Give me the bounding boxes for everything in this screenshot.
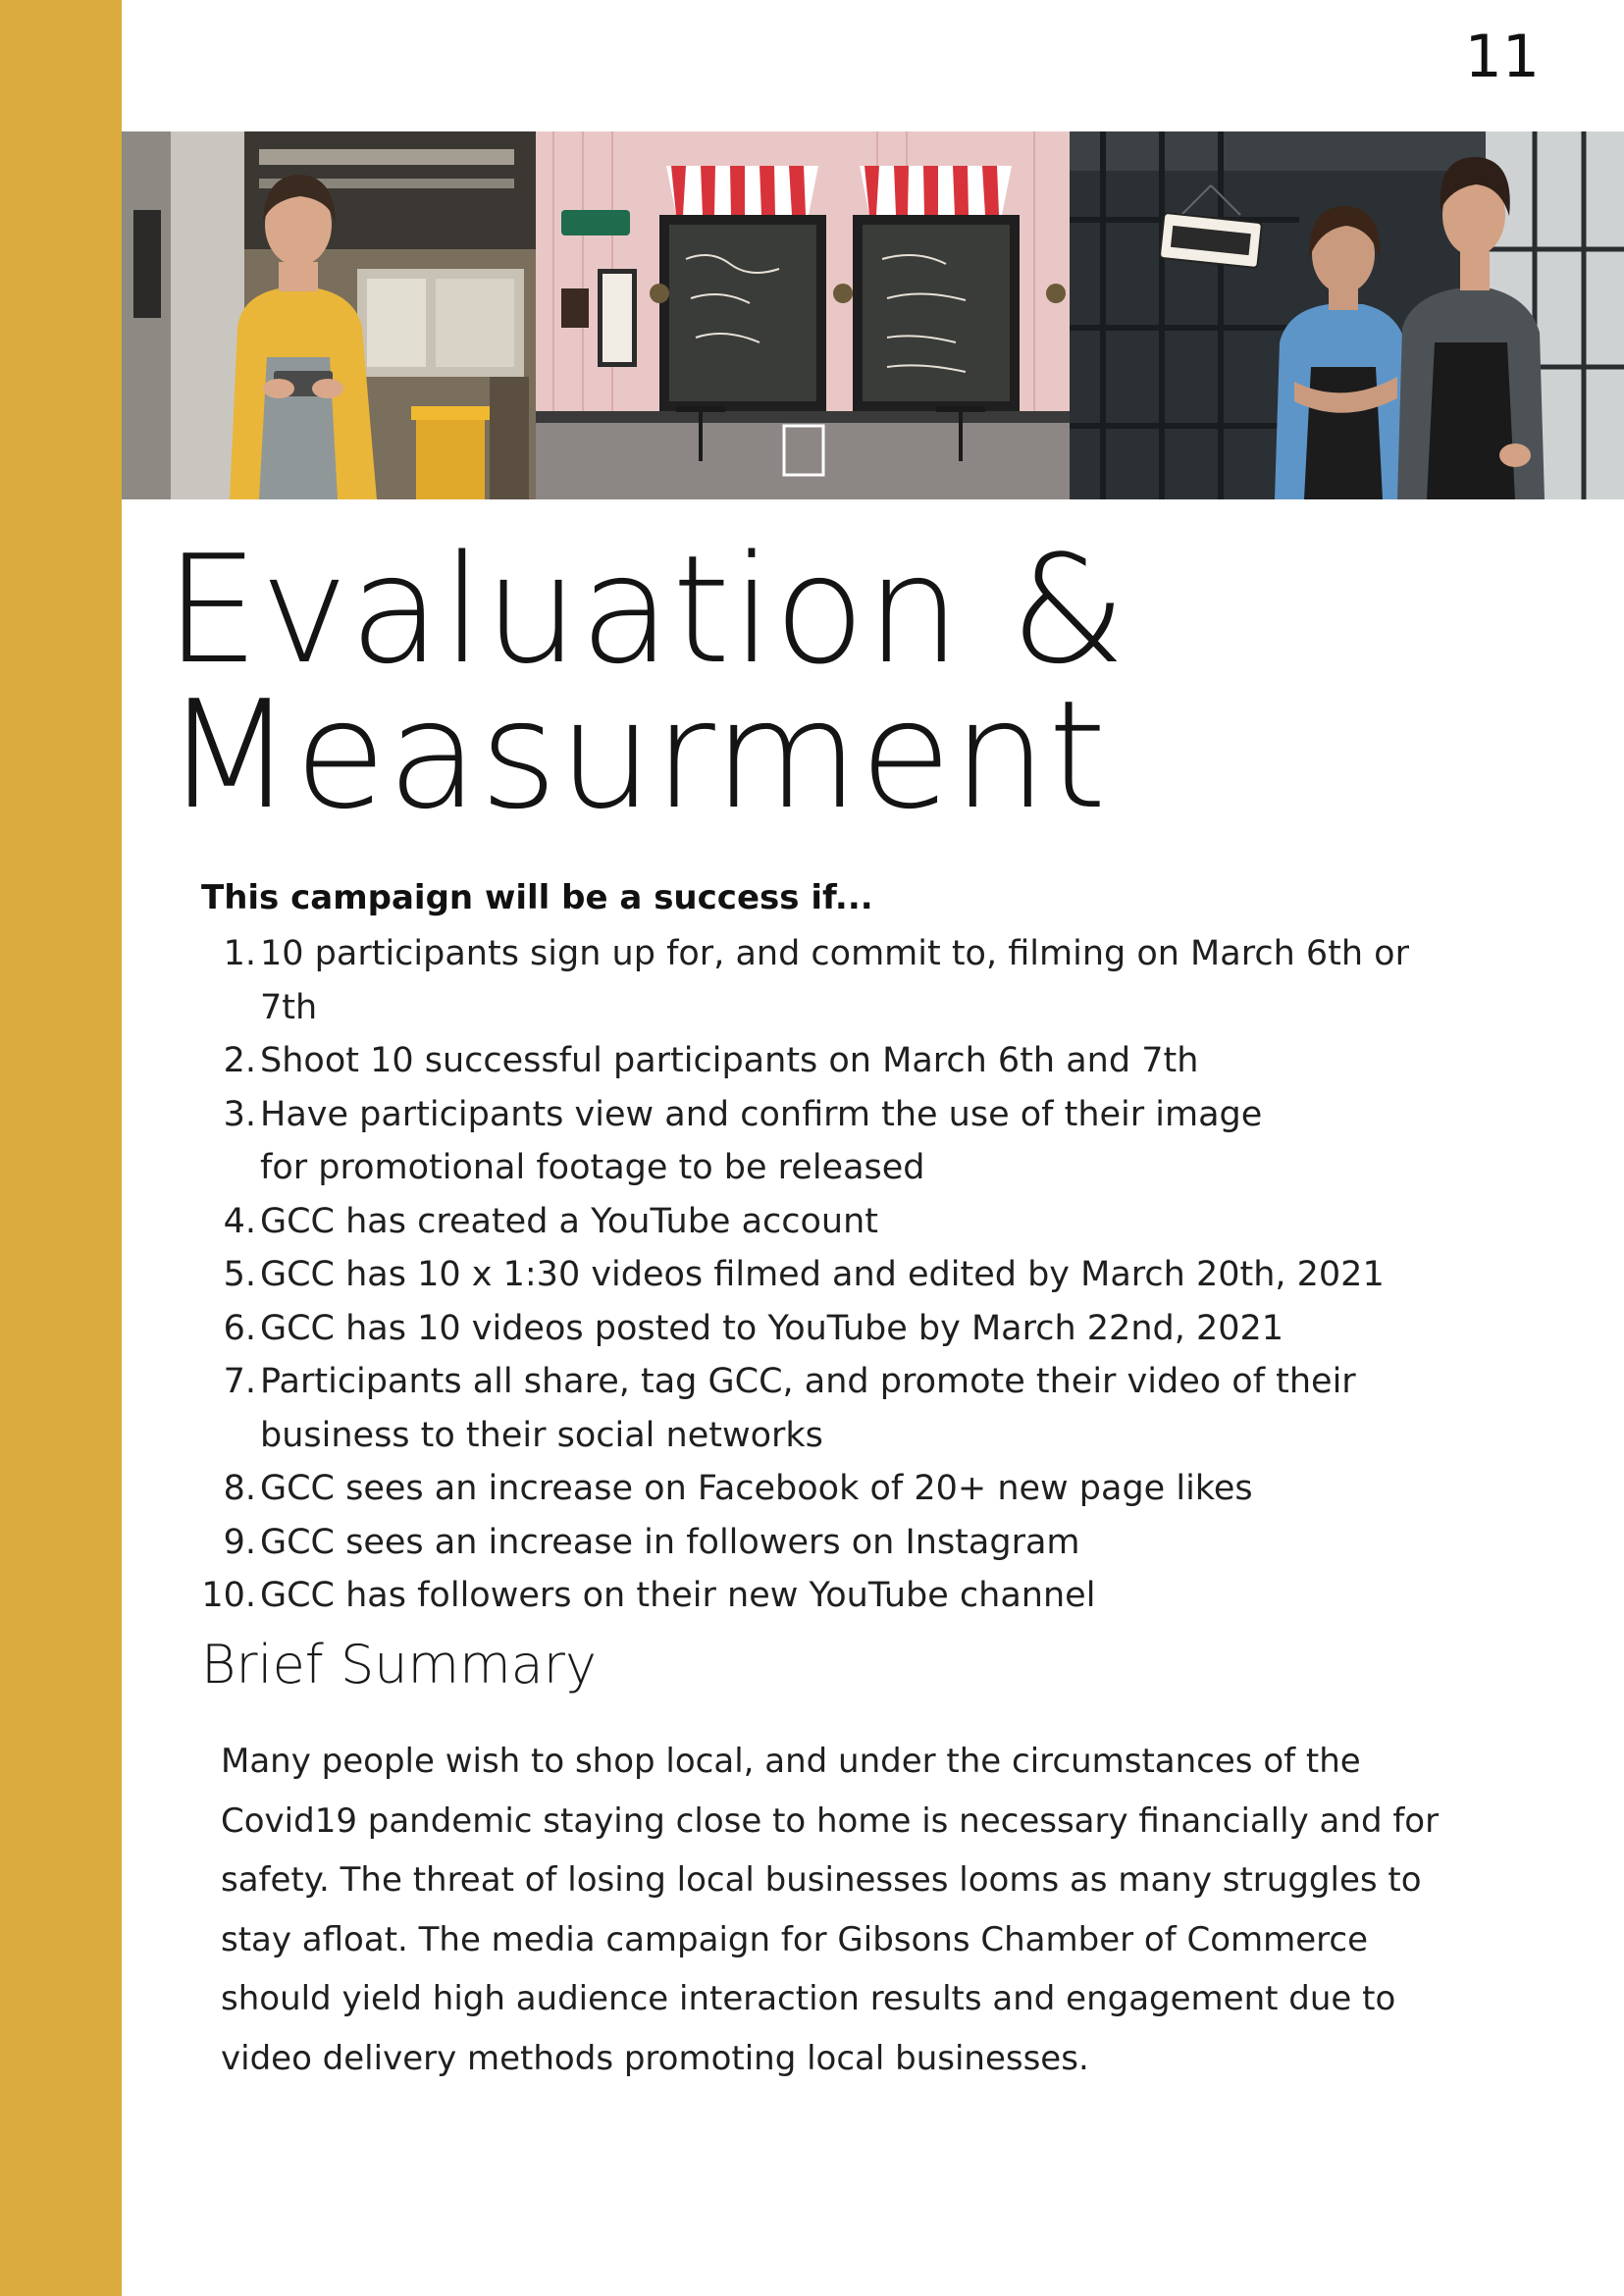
list-text: GCC sees an increase in followers on Instagram xyxy=(260,1522,1080,1562)
page-number: 11 xyxy=(1464,23,1540,91)
page-title xyxy=(165,523,1127,842)
list-text: GCC has 10 x 1:30 videos filmed and edited by March 20th, 2021 xyxy=(260,1255,1385,1294)
list-item xyxy=(201,1516,1477,1570)
list-text: GCC has created a YouTube account xyxy=(260,1201,879,1241)
success-criteria-heading: This campaign will be a success if... xyxy=(201,878,873,917)
list-number: 4. xyxy=(223,1201,256,1241)
list-number: 5. xyxy=(223,1255,256,1294)
couple-at-open-sign-photo xyxy=(1070,131,1624,499)
list-number: 9. xyxy=(223,1522,256,1562)
photo-strip xyxy=(122,131,1624,499)
brief-summary-heading: Brief Summary xyxy=(201,1634,597,1696)
list-text: GCC has 10 videos posted to YouTube by March 22nd, 2021 xyxy=(260,1308,1284,1348)
brief-summary-text: Many people wish to shop local, and under the circumstances of the Covid19 pandemic staying close to home is necessary financially and for safety. The threat of losing local businesses looms as many struggles to stay afloat. The media campaign for Gibsons Chamber of Commerce should yield high audience interaction results and engagement due to video delivery methods promoting local businesses. xyxy=(221,1742,1440,2078)
list-text: 10 participants sign up for, and commit to, filming on March 6th or 7th xyxy=(260,934,1409,1027)
shop-owner-with-tablet-photo xyxy=(122,131,536,499)
list-item xyxy=(201,1355,1359,1462)
list-text: GCC sees an increase on Facebook of 20+ new page likes xyxy=(260,1469,1253,1508)
list-item xyxy=(201,1088,1320,1195)
success-criteria-list xyxy=(201,927,1477,1623)
list-text: Participants all share, tag GCC, and promote their video of their business to their social networks xyxy=(260,1362,1356,1455)
bistro-storefront-photo xyxy=(536,131,1070,499)
list-text: Have participants view and confirm the use of their image for promotional footage to be released xyxy=(260,1094,1263,1187)
list-number: 2. xyxy=(223,1041,256,1080)
list-item xyxy=(201,1248,1477,1302)
list-text: Shoot 10 successful participants on March 6th and 7th xyxy=(260,1041,1199,1080)
list-number: 1. xyxy=(223,934,256,973)
list-text: GCC has followers on their new YouTube channel xyxy=(260,1576,1096,1615)
list-number: 6. xyxy=(223,1308,256,1348)
list-item xyxy=(201,927,1477,1034)
list-item xyxy=(201,1462,1477,1516)
list-number: 8. xyxy=(223,1469,256,1508)
list-number: 7. xyxy=(223,1362,256,1401)
list-item xyxy=(201,1034,1477,1088)
gold-side-bar xyxy=(0,0,122,2296)
title-line-2: Measurment xyxy=(165,668,1108,842)
list-item xyxy=(201,1569,1477,1623)
list-item xyxy=(201,1302,1477,1356)
list-number: 3. xyxy=(223,1094,256,1134)
list-item xyxy=(201,1195,1477,1249)
list-number: 10. xyxy=(201,1576,256,1615)
title-line-1: Evaluation & xyxy=(165,523,1127,697)
